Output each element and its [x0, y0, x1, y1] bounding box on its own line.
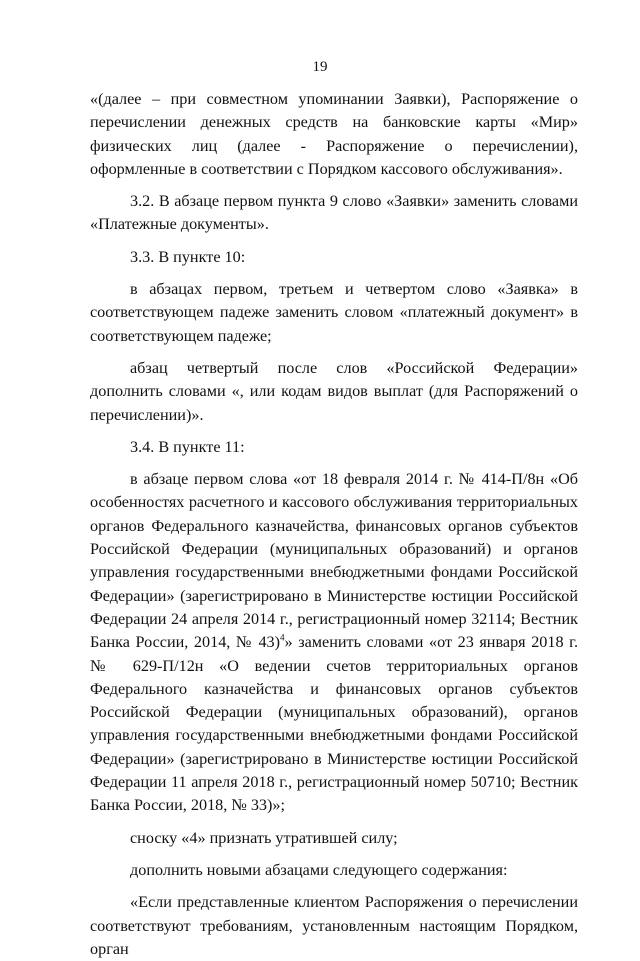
- paragraph-continuation: «(далее – при совместном упоминании Заявки), Распоряжение о перечислении денежных средств на банковские карты «Мир» физических лиц (далее - Распоряжение о перечислении), оформленные в соответствии с Порядком кассового обслуживания».: [90, 90, 578, 178]
- paragraph-3-4-item-c: дополнить новыми абзацами следующего содержания:: [130, 860, 508, 879]
- footnote-marker: 4: [280, 632, 285, 643]
- paragraph-3-4-item-d: «Если представленные клиентом Распоряжения о перечислении соответствуют требованиям, установленным настоящим Порядком, орган: [90, 893, 578, 958]
- paragraph-3-3-heading: 3.3. В пункте 10:: [130, 247, 246, 266]
- paragraph-3-3-item-b: абзац четвертый после слов «Российской Федерации» дополнить словами «, или кодам видов выплат (для Распоряжений о перечислении)».: [90, 358, 578, 424]
- page-number: 19: [312, 59, 328, 75]
- paragraph-3-4-heading: 3.4. В пункте 11:: [130, 437, 245, 456]
- paragraph-3-3-item-a: в абзацах первом, третьем и четвертом слово «Заявка» в соответствующем падеже заменить словом «платежный документ» в соответствующем падеже;: [90, 280, 578, 345]
- paragraph-3-4-item-a: [90, 468, 578, 817]
- paragraph-3-2: 3.2. В абзаце первом пункта 9 слово «Заявки» заменить словами «Платежные документы».: [90, 192, 578, 234]
- paragraph-3-4-item-b: сноску «4» признать утратившей силу;: [130, 828, 398, 847]
- document-body: [90, 88, 578, 961]
- paragraph-text-after-footnote: » заменить словами «от 23 января 2018 г. № 629-П/12н «О ведении счетов территориальных органов Федерального казначейства и финансовых органов субъектов Российской Федерации (муниципальных образований), органов управления государственными внебюджетными фондами Российской Федерации» (зарегистрировано в Министерстве юстиции Российской Федерации 11 апреля 2018 г., регистрационный номер 50710; Вестник Банка России, 2018, № 33)»;: [90, 633, 578, 815]
- paragraph-text-before-footnote: в абзаце первом слова «от 18 февраля 2014 г. № 414-П/8н «Об особенностях расчетного и кассового обслуживания территориальных органов Федерального казначейства, финансовых органов субъектов Российской Федерации (муниципальных образований) и органов управления государственными внебюджетными фондами Российской Федерации» (зарегистрировано в Министерстве юстиции Российской Федерации 24 апреля 2014 г., регистрационный номер 32114; Вестник Банка России, 2014, № 43): [90, 470, 578, 652]
